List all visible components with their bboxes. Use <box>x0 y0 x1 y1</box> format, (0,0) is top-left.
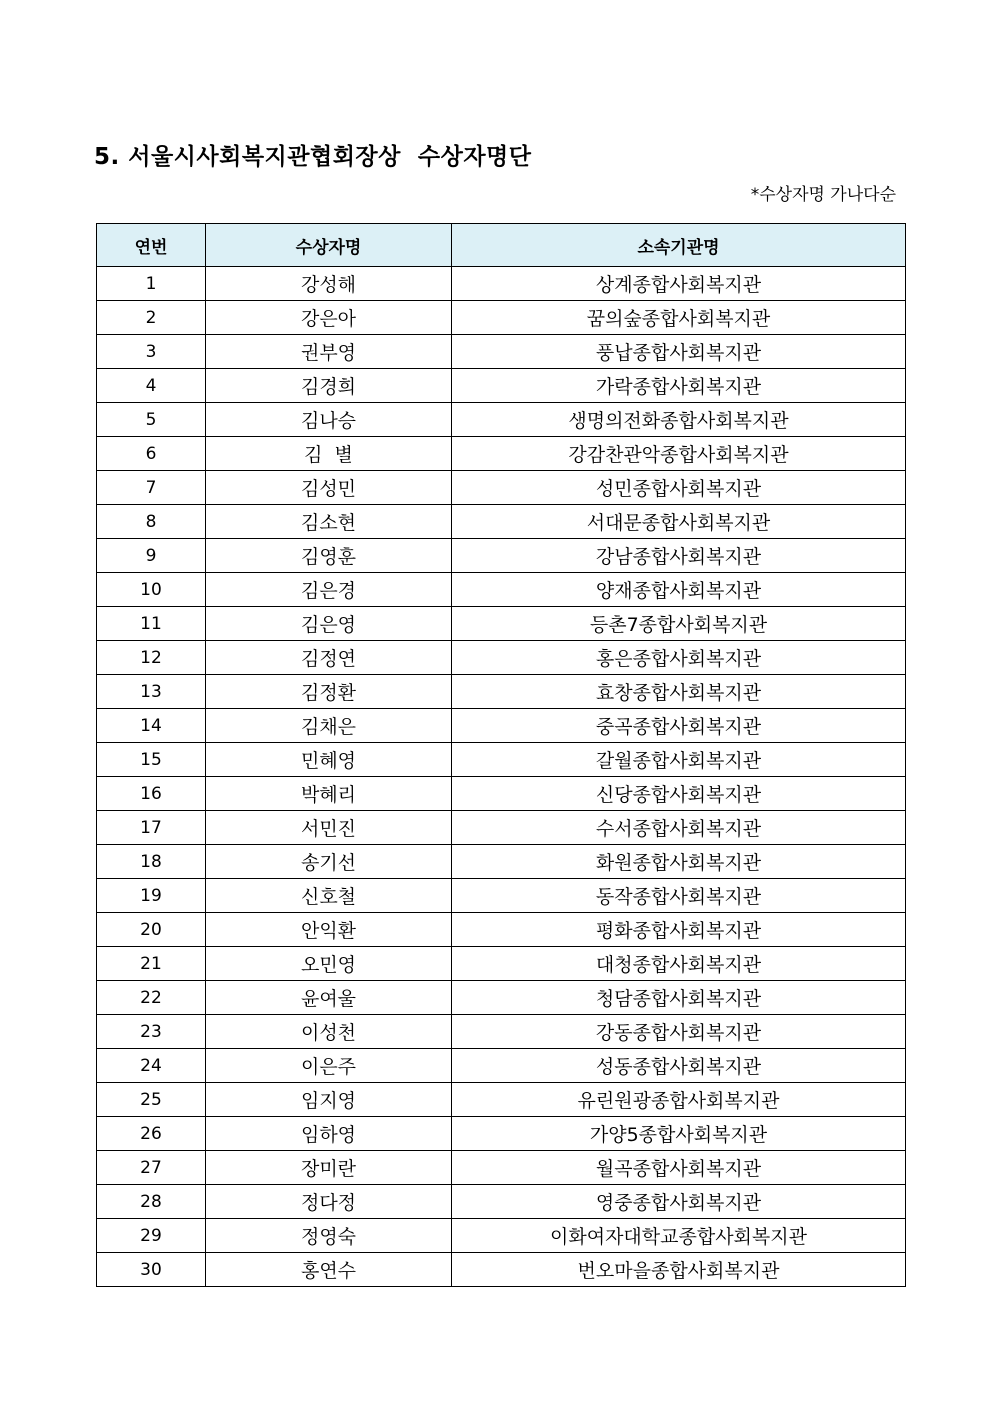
table-row <box>97 811 906 845</box>
awardee-name-cell: 김소현 <box>206 505 452 539</box>
table-row <box>97 369 906 403</box>
table-row <box>97 709 906 743</box>
institution-name-cell: 풍납종합사회복지관 <box>452 335 906 369</box>
institution-name-cell: 강동종합사회복지관 <box>452 1015 906 1049</box>
sort-order-note: *수상자명 가나다순 <box>750 185 896 205</box>
awardee-name-cell: 민혜영 <box>206 743 452 777</box>
institution-name-cell: 유린원광종합사회복지관 <box>452 1083 906 1117</box>
institution-name-cell: 가양5종합사회복지관 <box>452 1117 906 1151</box>
serial-number-cell: 27 <box>97 1151 206 1185</box>
serial-number-cell: 25 <box>97 1083 206 1117</box>
table-row <box>97 913 906 947</box>
institution-name-cell: 등촌7종합사회복지관 <box>452 607 906 641</box>
awardee-name-cell: 정다정 <box>206 1185 452 1219</box>
awardee-name-cell: 권부영 <box>206 335 452 369</box>
institution-name-cell: 홍은종합사회복지관 <box>452 641 906 675</box>
table-row <box>97 1151 906 1185</box>
awardee-name-cell: 김 별 <box>206 437 452 471</box>
awardee-name-cell: 강성해 <box>206 267 452 301</box>
serial-number-cell: 18 <box>97 845 206 879</box>
awardee-name-cell: 오민영 <box>206 947 452 981</box>
institution-name-cell: 번오마을종합사회복지관 <box>452 1253 906 1287</box>
institution-name-cell: 상계종합사회복지관 <box>452 267 906 301</box>
awardee-name-cell: 윤여울 <box>206 981 452 1015</box>
institution-name-cell: 서대문종합사회복지관 <box>452 505 906 539</box>
table-row <box>97 981 906 1015</box>
serial-number-cell: 2 <box>97 301 206 335</box>
table-body <box>97 267 906 1287</box>
awardee-name-cell: 이성천 <box>206 1015 452 1049</box>
institution-name-cell: 생명의전화종합사회복지관 <box>452 403 906 437</box>
serial-number-cell: 26 <box>97 1117 206 1151</box>
table-header-row <box>97 224 906 267</box>
table-header <box>97 224 906 267</box>
institution-name-cell: 이화여자대학교종합사회복지관 <box>452 1219 906 1253</box>
institution-name-cell: 동작종합사회복지관 <box>452 879 906 913</box>
awardee-table <box>96 223 906 1287</box>
table-row <box>97 573 906 607</box>
institution-name-cell: 수서종합사회복지관 <box>452 811 906 845</box>
serial-number-cell: 20 <box>97 913 206 947</box>
serial-number-cell: 21 <box>97 947 206 981</box>
table-row <box>97 607 906 641</box>
serial-number-cell: 8 <box>97 505 206 539</box>
table-row <box>97 539 906 573</box>
institution-name-cell: 신당종합사회복지관 <box>452 777 906 811</box>
table-row <box>97 675 906 709</box>
awardee-name-cell: 신호철 <box>206 879 452 913</box>
institution-name-cell: 가락종합사회복지관 <box>452 369 906 403</box>
table-row <box>97 777 906 811</box>
table-row <box>97 641 906 675</box>
table-row <box>97 403 906 437</box>
header-serial-number: 연번 <box>97 224 206 267</box>
table-row <box>97 1253 906 1287</box>
serial-number-cell: 9 <box>97 539 206 573</box>
awardee-name-cell: 임하영 <box>206 1117 452 1151</box>
table-row <box>97 1083 906 1117</box>
institution-name-cell: 효창종합사회복지관 <box>452 675 906 709</box>
table-row <box>97 335 906 369</box>
table-row <box>97 505 906 539</box>
awardee-name-cell: 김성민 <box>206 471 452 505</box>
header-institution-name: 소속기관명 <box>452 224 906 267</box>
awardee-name-cell: 홍연수 <box>206 1253 452 1287</box>
serial-number-cell: 28 <box>97 1185 206 1219</box>
awardee-name-cell: 김정환 <box>206 675 452 709</box>
institution-name-cell: 갈월종합사회복지관 <box>452 743 906 777</box>
serial-number-cell: 3 <box>97 335 206 369</box>
serial-number-cell: 6 <box>97 437 206 471</box>
awardee-name-cell: 강은아 <box>206 301 452 335</box>
table-row <box>97 1049 906 1083</box>
awardee-name-cell: 서민진 <box>206 811 452 845</box>
table-row <box>97 947 906 981</box>
table-row <box>97 1219 906 1253</box>
awardee-name-cell: 김경희 <box>206 369 452 403</box>
serial-number-cell: 7 <box>97 471 206 505</box>
awardee-name-cell: 김영훈 <box>206 539 452 573</box>
table-row <box>97 301 906 335</box>
table-row <box>97 1185 906 1219</box>
serial-number-cell: 5 <box>97 403 206 437</box>
institution-name-cell: 성민종합사회복지관 <box>452 471 906 505</box>
table-row <box>97 845 906 879</box>
serial-number-cell: 13 <box>97 675 206 709</box>
serial-number-cell: 12 <box>97 641 206 675</box>
institution-name-cell: 월곡종합사회복지관 <box>452 1151 906 1185</box>
awardee-name-cell: 김은경 <box>206 573 452 607</box>
institution-name-cell: 화원종합사회복지관 <box>452 845 906 879</box>
table-row <box>97 267 906 301</box>
serial-number-cell: 11 <box>97 607 206 641</box>
serial-number-cell: 1 <box>97 267 206 301</box>
serial-number-cell: 14 <box>97 709 206 743</box>
serial-number-cell: 29 <box>97 1219 206 1253</box>
table-row <box>97 471 906 505</box>
awardee-name-cell: 김나승 <box>206 403 452 437</box>
institution-name-cell: 청담종합사회복지관 <box>452 981 906 1015</box>
institution-name-cell: 대청종합사회복지관 <box>452 947 906 981</box>
institution-name-cell: 양재종합사회복지관 <box>452 573 906 607</box>
awardee-name-cell: 정영숙 <box>206 1219 452 1253</box>
institution-name-cell: 중곡종합사회복지관 <box>452 709 906 743</box>
table-row <box>97 1117 906 1151</box>
institution-name-cell: 강감찬관악종합사회복지관 <box>452 437 906 471</box>
awardee-name-cell: 장미란 <box>206 1151 452 1185</box>
serial-number-cell: 4 <box>97 369 206 403</box>
institution-name-cell: 꿈의숲종합사회복지관 <box>452 301 906 335</box>
serial-number-cell: 19 <box>97 879 206 913</box>
serial-number-cell: 30 <box>97 1253 206 1287</box>
awardee-name-cell: 김정연 <box>206 641 452 675</box>
institution-name-cell: 영중종합사회복지관 <box>452 1185 906 1219</box>
awardee-name-cell: 김은영 <box>206 607 452 641</box>
awardee-name-cell: 송기선 <box>206 845 452 879</box>
page-title: 5. 서울시사회복지관협회장상 수상자명단 <box>94 144 532 170</box>
institution-name-cell: 성동종합사회복지관 <box>452 1049 906 1083</box>
serial-number-cell: 22 <box>97 981 206 1015</box>
serial-number-cell: 10 <box>97 573 206 607</box>
table-row <box>97 743 906 777</box>
institution-name-cell: 강남종합사회복지관 <box>452 539 906 573</box>
table-row <box>97 437 906 471</box>
table-row <box>97 879 906 913</box>
serial-number-cell: 23 <box>97 1015 206 1049</box>
header-awardee-name: 수상자명 <box>206 224 452 267</box>
awardee-name-cell: 안익환 <box>206 913 452 947</box>
awardee-name-cell: 김채은 <box>206 709 452 743</box>
awardee-name-cell: 박혜리 <box>206 777 452 811</box>
serial-number-cell: 16 <box>97 777 206 811</box>
awardee-name-cell: 이은주 <box>206 1049 452 1083</box>
serial-number-cell: 17 <box>97 811 206 845</box>
awardee-name-cell: 임지영 <box>206 1083 452 1117</box>
institution-name-cell: 평화종합사회복지관 <box>452 913 906 947</box>
serial-number-cell: 15 <box>97 743 206 777</box>
serial-number-cell: 24 <box>97 1049 206 1083</box>
table-row <box>97 1015 906 1049</box>
